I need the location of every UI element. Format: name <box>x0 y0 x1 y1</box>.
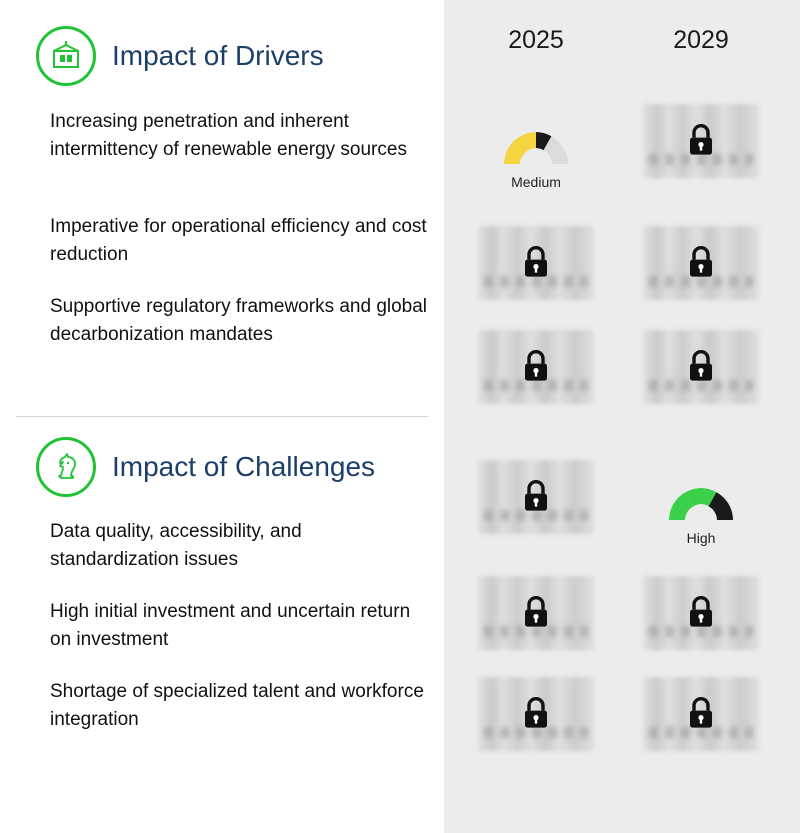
section-divider <box>16 416 428 417</box>
chess-knight-icon <box>36 437 96 497</box>
bullet-challenges-2: High initial investment and uncertain return on investment <box>50 601 411 650</box>
lock-icon <box>686 349 716 383</box>
factory-book-icon <box>36 26 96 86</box>
lock-icon <box>521 696 551 730</box>
bullet-drivers-1: Increasing penetration and inherent intermittency of renewable energy sources <box>50 111 407 160</box>
bullet-challenges-3: Shortage of specialized talent and workforce integration <box>50 681 424 730</box>
gauge-label-challenges-1-2029: High <box>686 530 716 546</box>
lock-icon <box>686 696 716 730</box>
gauge-challenges-1-2029 <box>641 460 761 546</box>
locked-cell-drivers-3-2029[interactable] <box>643 330 759 404</box>
lock-icon <box>686 245 716 279</box>
locked-cell-drivers-1-2029[interactable] <box>643 104 759 178</box>
locked-cell-drivers-3-2025[interactable] <box>478 330 594 404</box>
lock-icon <box>521 349 551 383</box>
section-title-drivers: Impact of Drivers <box>112 40 324 71</box>
column-header-2025: 2025 <box>508 26 564 54</box>
column-header-2029: 2029 <box>673 26 729 54</box>
lock-icon <box>521 479 551 513</box>
lock-icon <box>686 123 716 157</box>
lock-icon <box>686 595 716 629</box>
section-header-drivers <box>36 26 324 86</box>
locked-cell-challenges-2-2029[interactable] <box>643 576 759 650</box>
lock-icon <box>521 245 551 279</box>
locked-cell-challenges-2-2025[interactable] <box>478 576 594 650</box>
locked-cell-challenges-1-2025[interactable] <box>478 460 594 534</box>
bullet-drivers-2: Imperative for operational efficiency and cost reduction <box>50 216 427 265</box>
section-title-challenges: Impact of Challenges <box>112 451 376 482</box>
section-header-challenges <box>36 437 375 497</box>
gauge-drivers-1-2025 <box>476 104 596 190</box>
bullet-challenges-1: Data quality, accessibility, and standardization issues <box>50 521 302 570</box>
bullet-drivers-3: Supportive regulatory frameworks and global decarbonization mandates <box>50 296 428 345</box>
locked-cell-challenges-3-2025[interactable] <box>478 677 594 751</box>
locked-cell-drivers-2-2025[interactable] <box>478 226 594 300</box>
locked-cell-challenges-3-2029[interactable] <box>643 677 759 751</box>
gauge-label-drivers-1-2025: Medium <box>511 174 561 190</box>
lock-icon <box>521 595 551 629</box>
locked-cell-drivers-2-2029[interactable] <box>643 226 759 300</box>
